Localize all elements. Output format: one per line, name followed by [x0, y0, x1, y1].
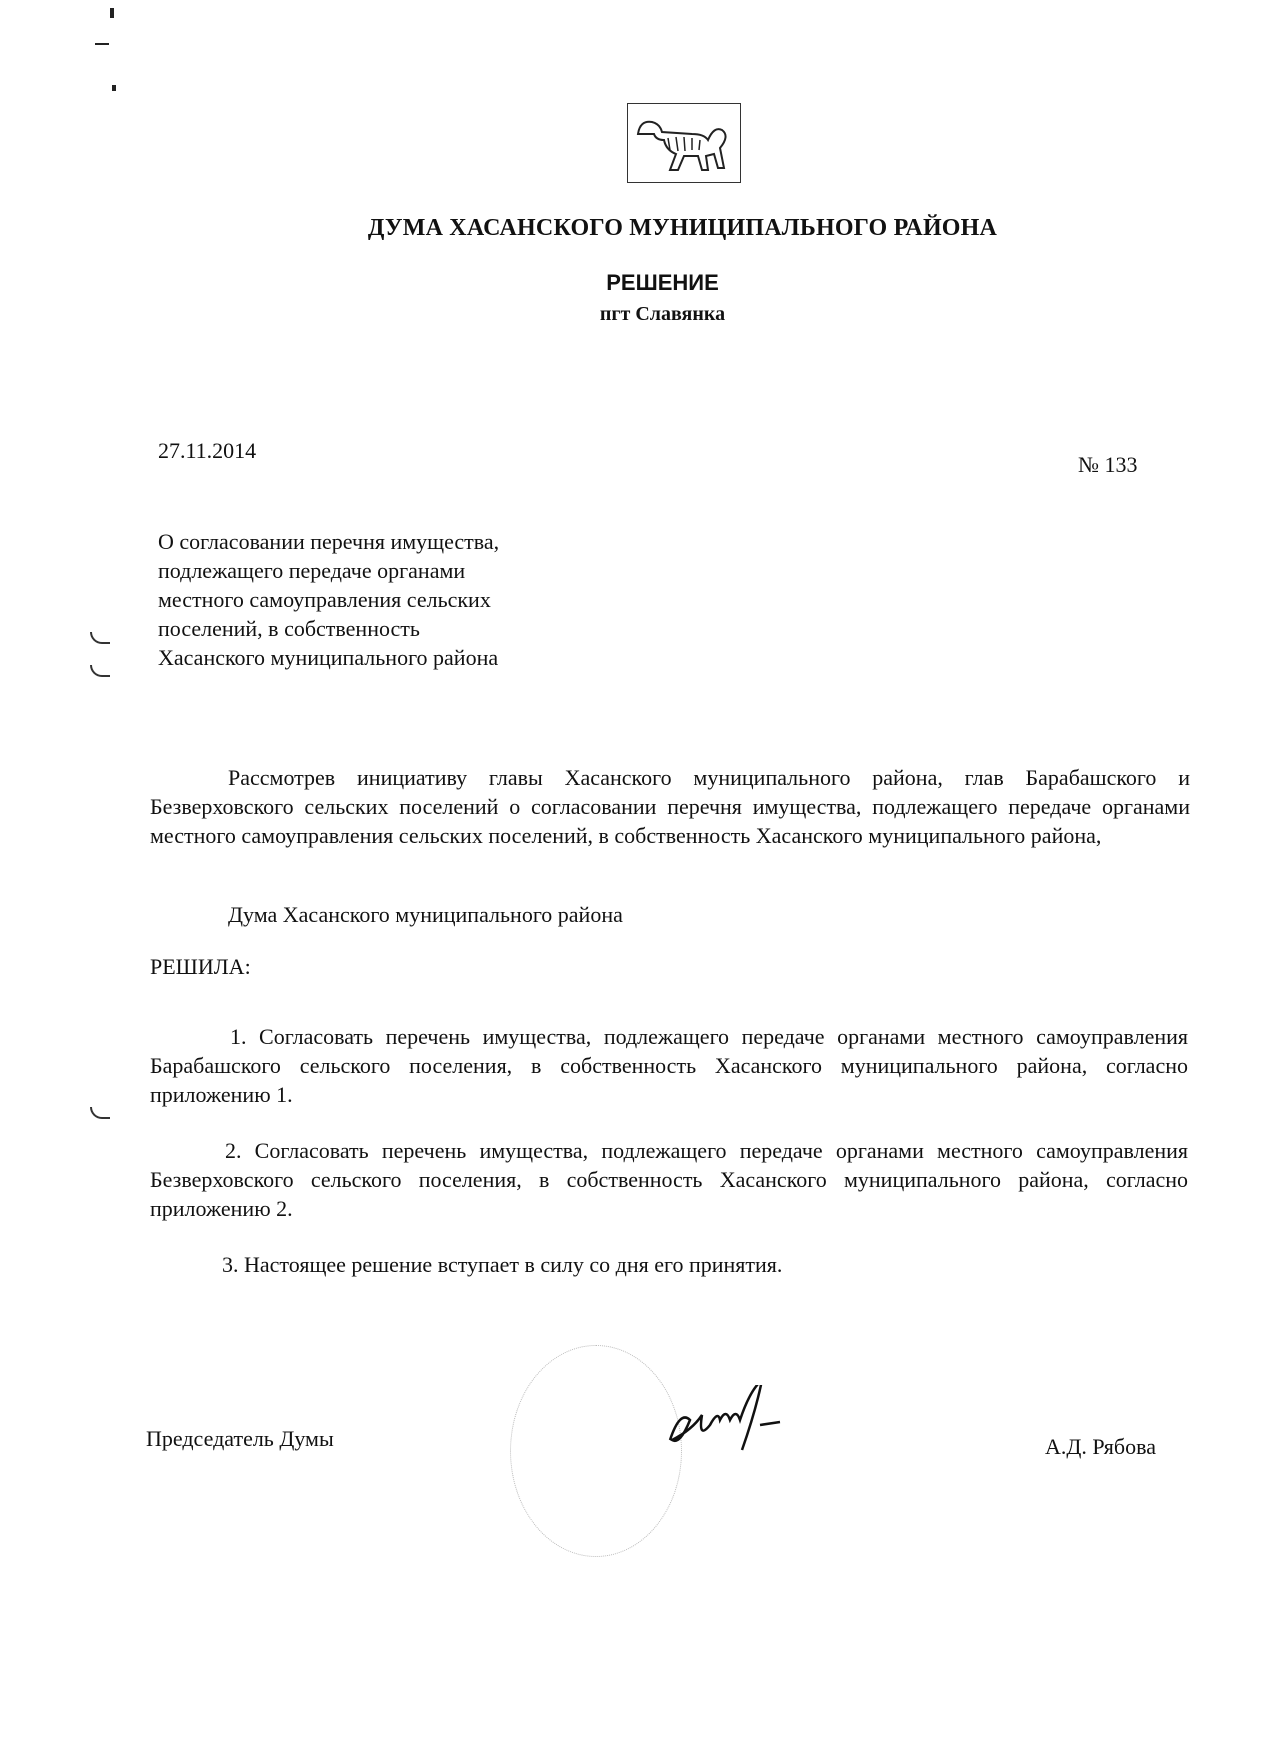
document-date: 27.11.2014: [158, 438, 257, 463]
resolved-label: РЕШИЛА:: [150, 954, 251, 979]
signatory-position: Председатель Думы: [146, 1426, 334, 1451]
document-place: пгт Славянка: [599, 303, 726, 325]
resolution-item: 1. Согласовать перечень имущества, подлежащего передаче органами местного самоуправления Барабашского сельского поселения, в собственность Хасанского муниципального района, согласно приложению 1.: [150, 1024, 1188, 1107]
scan-mark: [90, 632, 110, 644]
subject-line: О согласовании перечня имущества,: [158, 529, 500, 554]
document-type: РЕШЕНИЕ: [606, 270, 719, 295]
subject-block: [158, 527, 499, 672]
scan-mark: [110, 8, 114, 18]
scan-mark: [112, 85, 116, 91]
subject-line: местного самоуправления сельских: [158, 587, 491, 612]
scan-mark: [90, 1107, 110, 1119]
resolution-item: 2. Согласовать перечень имущества, подлежащего передаче органами местного самоуправления Безверховского сельского поселения, в собственность Хасанского муниципального района, согласно приложению 2.: [150, 1138, 1188, 1221]
handwritten-signature: [650, 1385, 820, 1470]
tiger-emblem-icon: [627, 103, 741, 183]
subject-line: поселений, в собственность: [158, 616, 420, 641]
organization-title: ДУМА ХАСАНСКОГО МУНИЦИПАЛЬНОГО РАЙОНА: [367, 215, 998, 241]
body-name: Дума Хасанского муниципального района: [228, 902, 623, 927]
document-number: № 133: [1078, 452, 1138, 477]
signatory-name: А.Д. Рябова: [1045, 1434, 1156, 1459]
scan-mark: [90, 665, 110, 677]
scan-mark: [95, 43, 109, 45]
subject-line: Хасанского муниципального района: [158, 645, 499, 670]
preamble: Рассмотрев инициативу главы Хасанского муниципального района, глав Барабашского и Безверховского сельских поселений о согласовании перечня имущества, подлежащего передаче органами местного самоуправления сельских поселений, в собственность Хасанского муниципального района,: [150, 765, 1190, 848]
subject-line: подлежащего передаче органами: [158, 558, 466, 583]
resolution-item: 3. Настоящее решение вступает в силу со дня его принятия.: [222, 1252, 783, 1277]
